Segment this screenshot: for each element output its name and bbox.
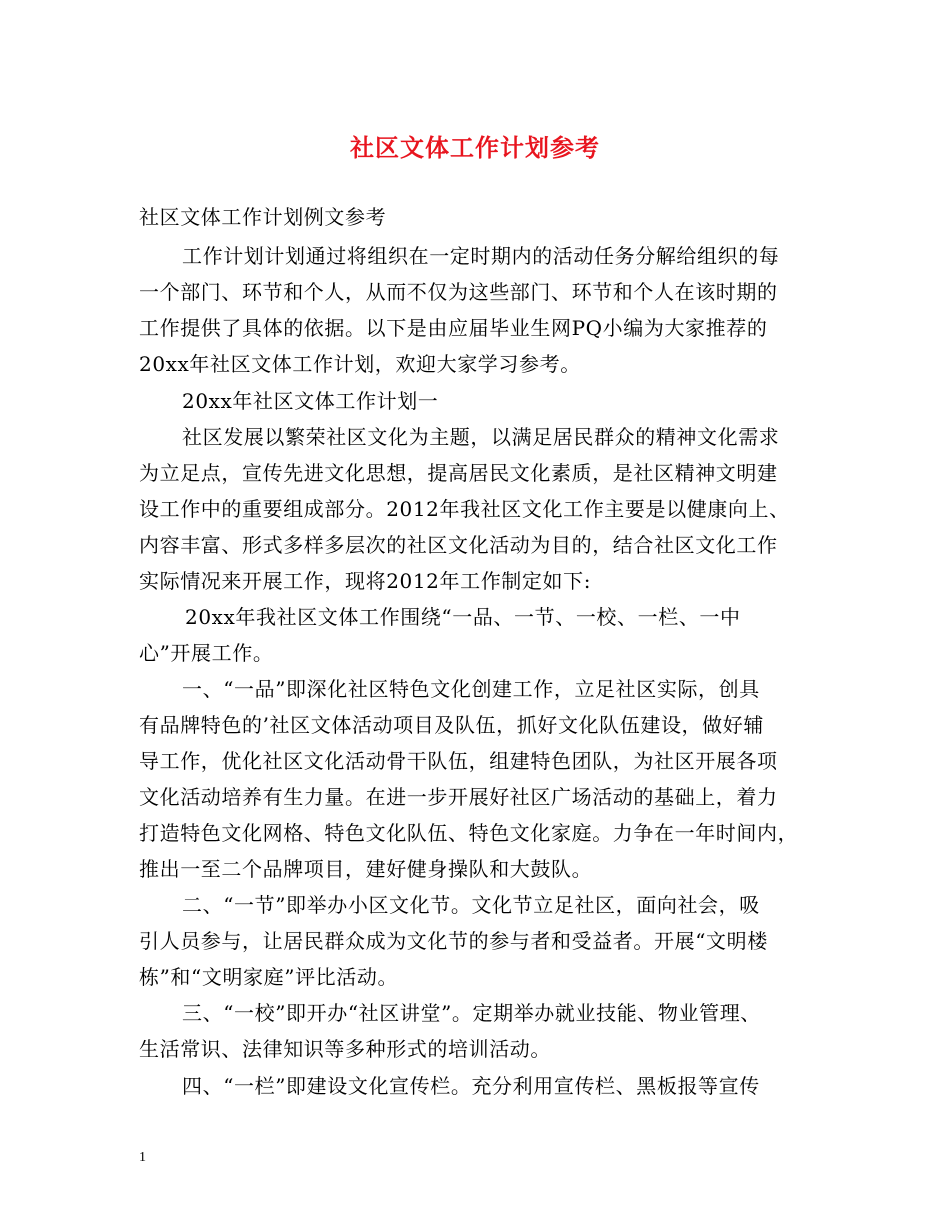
text-line: 一个部门、环节和个人，从而不仅为这些部门、环节和个人在该时期的 (139, 280, 778, 304)
text-line: 三、“一校”即开办“社区讲堂”。定期举办就业技能、物业管理、 (182, 1001, 761, 1025)
text-line: 为立足点，宣传先进文化思想，提高居民文化素质，是社区精神文明建 (139, 461, 778, 485)
text-line: 20xx年社区文体工作计划一 (182, 389, 439, 413)
text-line: 社区文体工作计划例文参考 (139, 205, 387, 229)
text-line: 一、“一品”即深化社区特色文化创建工作，立足社区实际，创具 (182, 677, 760, 701)
text-line: 推出一至二个品牌项目，建好健身操队和大鼓队。 (139, 857, 593, 881)
text-line: 有品牌特色的’社区文体活动项目及队伍，抓好文化队伍建设，做好辅 (139, 713, 764, 737)
text-line: 文化活动培养有生力量。在进一步开展好社区广场活动的基础上，着力 (139, 785, 778, 809)
page-number: 1 (139, 1150, 146, 1165)
text-line: 心”开展工作。 (139, 641, 274, 665)
text-line: 四、“一栏”即建设文化宣传栏。充分利用宣传栏、黑板报等宣传 (182, 1074, 760, 1098)
text-line: 工作提供了具体的依据。以下是由应届毕业生网PQ小编为大家推荐的 (139, 316, 768, 340)
text-line: 打造特色文化网格、特色文化队伍、特色文化家庭。力争在一年时间内， (139, 821, 799, 845)
text-line: 生活常识、法律知识等多种形式的培训活动。 (139, 1037, 551, 1061)
text-line: 设工作中的重要组成部分。2012年我社区文化工作主要是以健康向上、 (139, 497, 790, 521)
text-line: 实际情况来开展工作，现将2012年工作制定如下: (139, 569, 592, 593)
text-line: 20xx年社区文体工作计划，欢迎大家学习参考。 (139, 352, 581, 376)
text-line: 20xx年我社区文体工作围绕“一品、一节、一校、一栏、一中 (185, 605, 741, 629)
text-line: 工作计划计划通过将组织在一定时期内的活动任务分解给组织的每 (182, 244, 780, 268)
text-line: 内容丰富、形式多样多层次的社区文化活动为目的，结合社区文化工作 (139, 533, 778, 557)
text-line: 二、“一节”即举办小区文化节。文化节立足社区，面向社会，吸 (182, 893, 760, 917)
text-line: 导工作，优化社区文化活动骨干队伍，组建特色团队，为社区开展各项 (139, 749, 778, 773)
text-line: 社区发展以繁荣社区文化为主题，以满足居民群众的精神文化需求 (182, 425, 780, 449)
document-title: 社区文体工作计划参考 (350, 134, 600, 162)
text-line: 引人员参与，让居民群众成为文化节的参与者和受益者。开展“文明楼 (139, 929, 768, 953)
text-line: 栋”和“文明家庭”评比活动。 (139, 965, 399, 989)
